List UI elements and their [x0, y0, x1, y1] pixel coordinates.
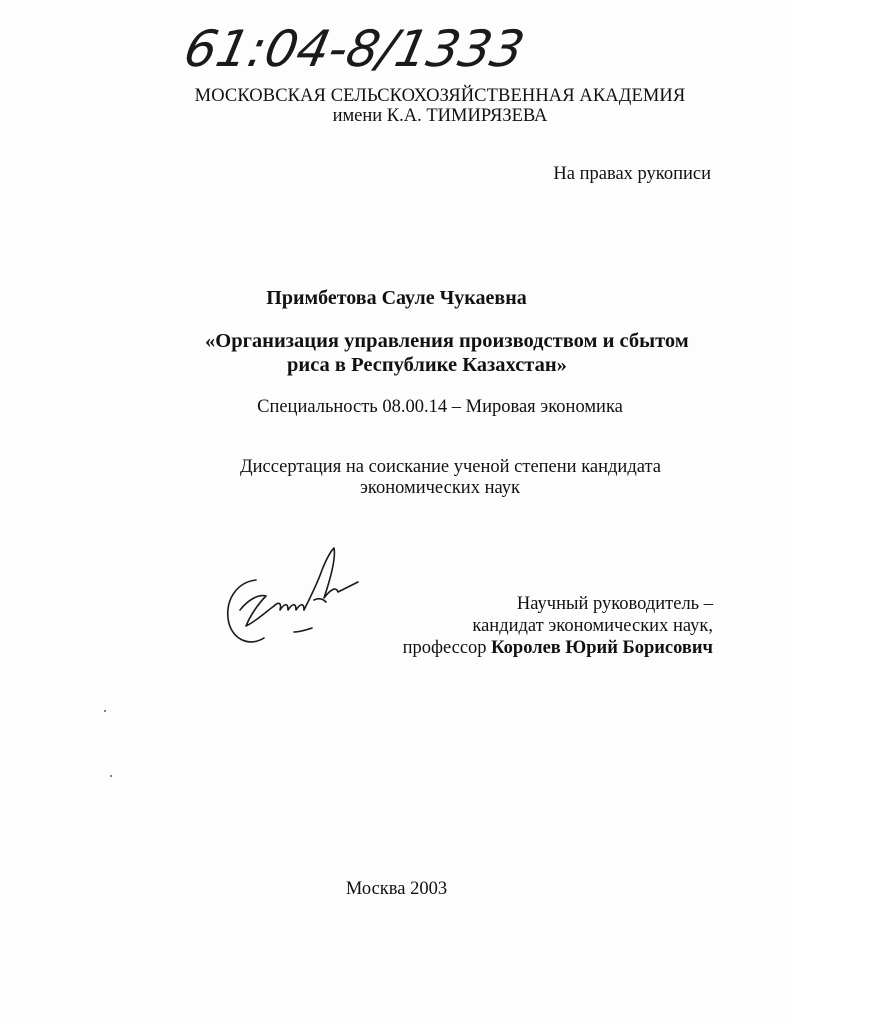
scan-speck [110, 775, 112, 777]
organization-name: МОСКОВСКАЯ СЕЛЬСКОХОЗЯЙСТВЕННАЯ АКАДЕМИЯ [194, 86, 686, 106]
svg-text:61:04-8/1333: 61:04-8/1333 [179, 19, 530, 78]
degree-statement-line2: экономических наук [359, 478, 520, 498]
dissertation-title-line2: риса в Республике Казахстан» [287, 354, 567, 376]
supervisor-name: Королев Юрий Борисович [491, 638, 713, 658]
supervisor-position: профессор [402, 638, 487, 658]
author-name: Примбетова Сауле Чукаевна [266, 287, 527, 309]
scan-speck [104, 710, 106, 712]
dissertation-title-line1: «Организация управления производством и сбытом [205, 330, 689, 352]
rights-note: На правах рукописи [553, 164, 711, 184]
supervisor-role: Научный руководитель – [516, 594, 713, 614]
city-year: Москва 2003 [345, 879, 448, 899]
signature-icon [218, 540, 368, 660]
supervisor-degree: кандидат экономических наук, [472, 616, 713, 636]
organization-subtitle: имени К.А. ТИМИРЯЗЕВА [332, 106, 548, 126]
specialty: Специальность 08.00.14 – Мировая экономика [257, 397, 623, 417]
handwritten-catalog-number [179, 8, 530, 88]
degree-statement-line1: Диссертация на соискание ученой степени кандидата [240, 457, 661, 477]
supervisor-title-name [403, 638, 713, 659]
